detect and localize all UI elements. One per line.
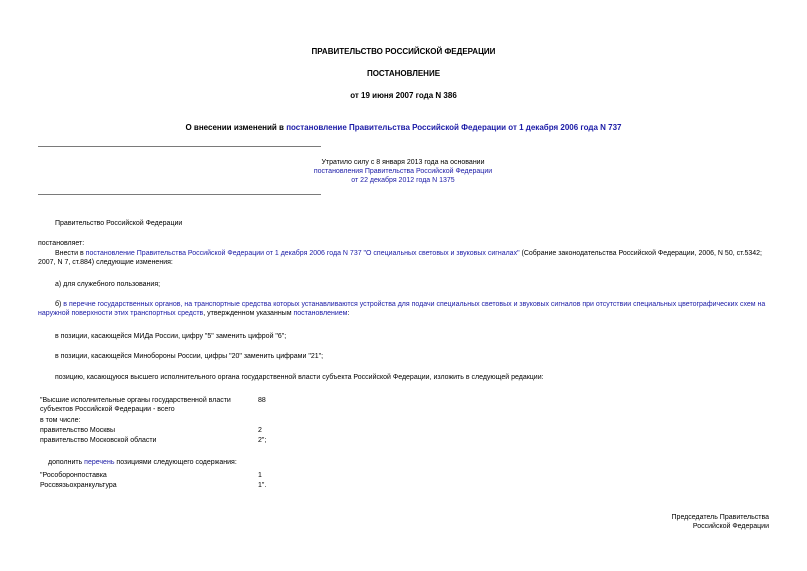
document-type: ПОСТАНОВЛЕНИЕ xyxy=(366,69,441,78)
exec-position: позицию, касающуюся высшего исполнительного органа государственной власти субъекта Российской Федерации, изложить в следующей редакции: xyxy=(55,374,544,381)
supplement-link[interactable]: перечень xyxy=(84,459,115,466)
table-cell-label: правительство Москвы xyxy=(40,427,116,434)
divider-top xyxy=(38,146,321,147)
item-b-link2[interactable]: постановлением xyxy=(293,309,348,317)
title-prefix: О внесении изменений в xyxy=(185,123,287,132)
table-cell-label: "Высшие исполнительные органы государственной власти xyxy=(40,397,231,404)
status-note-line1: Утратило силу с 8 января 2013 года на основании xyxy=(321,159,485,166)
intro-link[interactable]: постановление Правительства Российской Федерации от 1 декабря 2006 года N 737 "О специальных световых и звуковых сигналах" xyxy=(85,250,520,257)
status-note-link1[interactable]: постановления Правительства Российской Федерации xyxy=(313,167,493,175)
item-a: а) для служебного пользования; xyxy=(55,281,161,288)
table-row xyxy=(40,482,280,491)
status-note xyxy=(270,159,536,185)
document-date-number: от 19 июня 2007 года N 386 xyxy=(350,91,457,100)
government-name-body: Правительство Российской Федерации xyxy=(55,220,183,227)
supplement-prefix: дополнить xyxy=(48,459,85,466)
intro-prefix: Внести в xyxy=(55,250,86,257)
table-cell-label: в том числе: xyxy=(40,417,81,424)
table-cell-label: субъектов Российской Федерации - всего xyxy=(40,406,175,413)
table-row xyxy=(40,406,280,415)
table-cell-value: 2"; xyxy=(258,437,267,444)
table-row xyxy=(40,397,280,406)
table-row xyxy=(40,427,280,436)
table-row xyxy=(40,437,280,446)
table-cell-value: 1 xyxy=(258,472,262,479)
supplement-paragraph xyxy=(48,459,783,468)
item-b-suffix: : xyxy=(347,309,350,317)
intro-suffix: (Собрание законодательства Российской Федерации, 2006, N 50, ст.5342; 2007, N 7, ст.884) следующие изменения: xyxy=(38,250,763,266)
table-row xyxy=(40,472,280,481)
table-cell-value: 88 xyxy=(258,397,266,404)
item-b xyxy=(38,301,773,319)
table-cell-value: 1". xyxy=(258,482,267,489)
document-title xyxy=(0,123,807,133)
mid-position: в позиции, касающейся МИДа России, цифру "5" заменить цифрой "6"; xyxy=(55,333,287,340)
signature-block xyxy=(672,514,769,532)
supplement-suffix: позициями следующего содержания: xyxy=(114,459,237,466)
status-note-link2[interactable]: от 22 декабря 2012 года N 1375 xyxy=(351,176,455,184)
title-link[interactable]: постановление Правительства Российской Федерации от 1 декабря 2006 года N 737 xyxy=(286,123,622,132)
item-b-prefix: б) xyxy=(55,301,64,308)
table-cell-value: 2 xyxy=(258,427,262,434)
table-cell-label: правительство Московской области xyxy=(40,437,157,444)
signature-line2: Российской Федерации xyxy=(692,522,769,530)
intro-paragraph xyxy=(38,250,773,268)
divider-bottom xyxy=(38,194,321,195)
mod-position: в позиции, касающейся Минобороны России, цифры "20" заменить цифрами "21"; xyxy=(55,353,324,360)
table-cell-label: Россвязьохранкультура xyxy=(40,482,117,489)
item-b-link[interactable]: в перечне государственных органов, на транспортные средства которых устанавливаются устройства для подачи специальных световых и звуковых сигналов при отсутствии специальных цветографических схем на наружной поверхности этих транспортных средств xyxy=(38,301,766,317)
table-cell-label: "Рособоронпоставка xyxy=(40,472,107,479)
table-row xyxy=(40,417,280,426)
signature-line1: Председатель Правительства xyxy=(671,514,769,521)
decides-word: постановляет: xyxy=(38,240,85,247)
item-b-mid: , утвержденном указанным xyxy=(203,309,294,317)
government-name: ПРАВИТЕЛЬСТВО РОССИЙСКОЙ ФЕДЕРАЦИИ xyxy=(311,47,496,56)
